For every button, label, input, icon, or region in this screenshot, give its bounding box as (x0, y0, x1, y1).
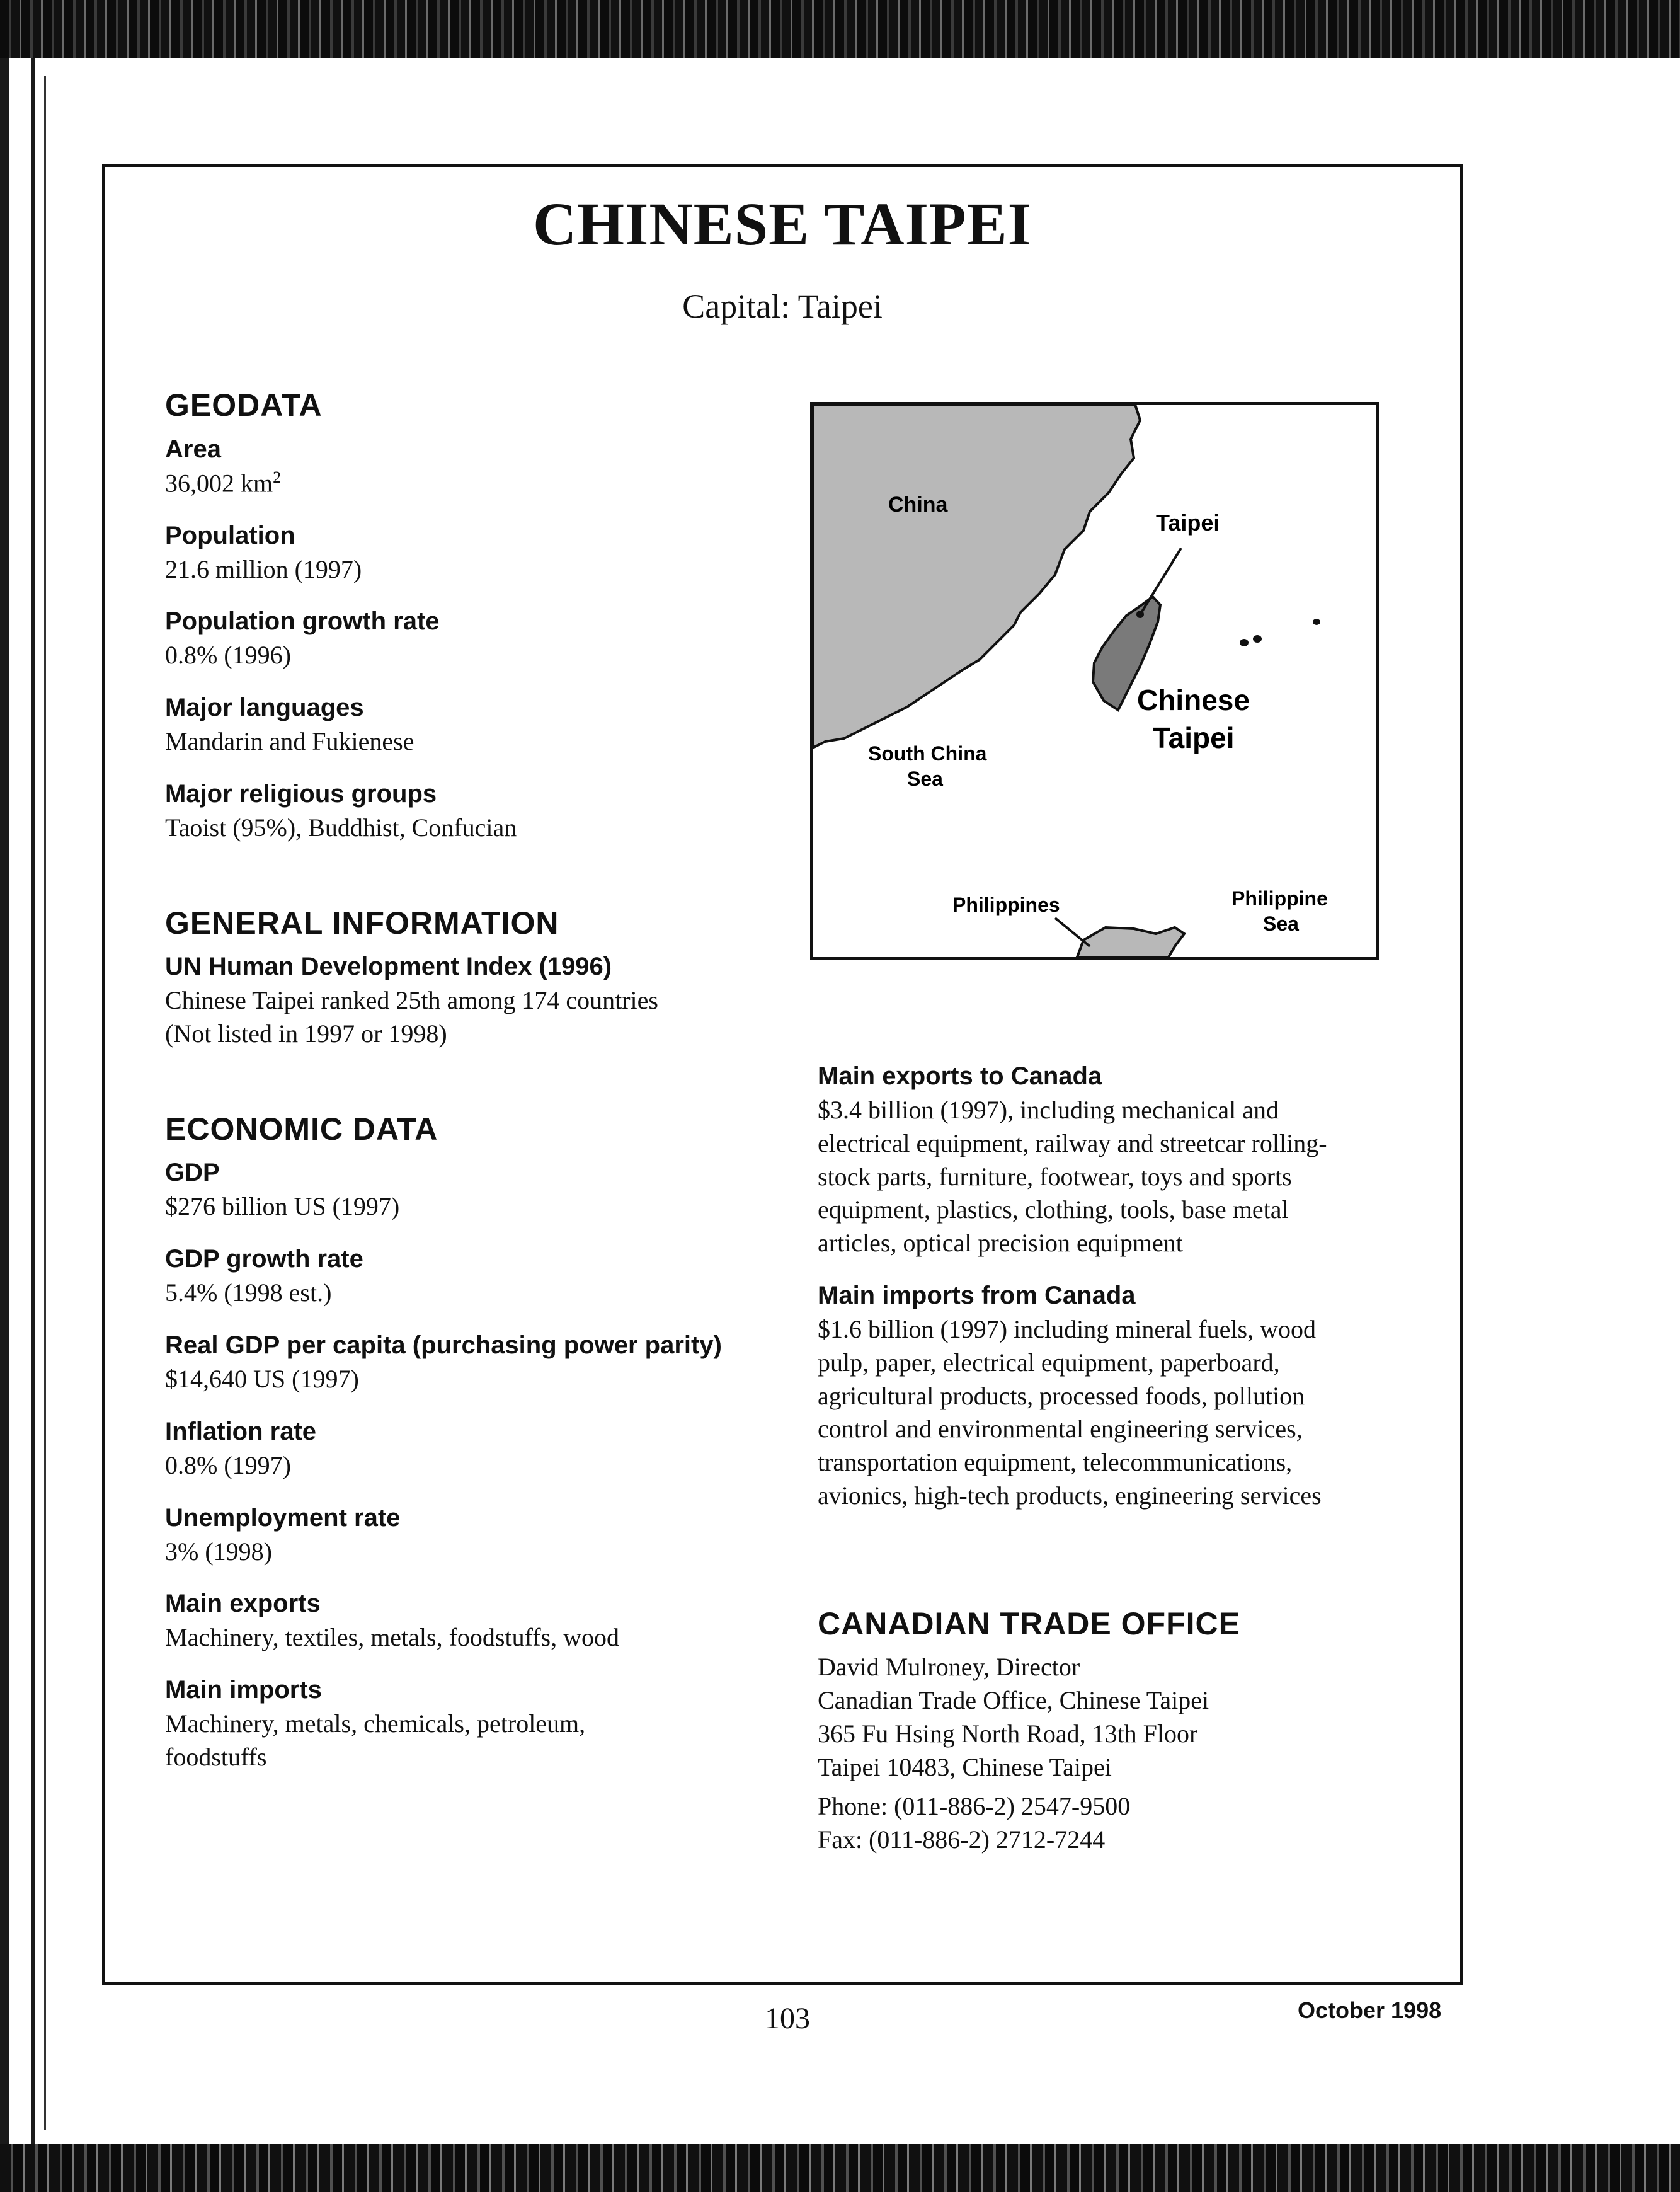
imports-line: control and environmental engineering services, (818, 1414, 1303, 1443)
section-gap (165, 1051, 795, 1111)
philippines-pointer (1055, 918, 1090, 946)
section-gap (165, 864, 795, 905)
hdi-line-2: (Not listed in 1997 or 1998) (165, 1019, 447, 1048)
address-line: Taipei 10483, Chinese Taipei (818, 1752, 1112, 1781)
gdp-value: $276 billion US (1997) (165, 1192, 400, 1221)
main-imports-label: Main imports (165, 1676, 322, 1704)
chinese-taipei-label-line2: Taipei (1153, 721, 1235, 754)
map-graphic (813, 405, 1376, 957)
area-label: Area (165, 435, 221, 463)
footer-date: October 1998 (1298, 1997, 1442, 2023)
unemployment-value: 3% (1998) (165, 1537, 272, 1566)
philippines-landmass (1077, 927, 1184, 957)
china-landmass (813, 405, 1140, 748)
religions-value: Taoist (95%), Buddhist, Confucian (165, 813, 517, 842)
economic-data-heading: ECONOMIC DATA (165, 1111, 438, 1147)
page-title: CHINESE TAIPEI (532, 190, 1032, 258)
ppp-value: $14,640 US (1997) (165, 1365, 359, 1393)
geodata-heading: GEODATA (165, 387, 323, 423)
region-map (810, 402, 1379, 960)
population-growth-label: Population growth rate (165, 607, 440, 636)
population-label: Population (165, 521, 295, 549)
area-value (165, 467, 795, 500)
gdp-label: GDP (165, 1159, 220, 1187)
scan-border-top (0, 0, 1680, 58)
area-number: 36,002 km (165, 468, 273, 497)
chinese-taipei-label-line1: Chinese (1137, 684, 1250, 716)
exports-line: equipment, plastics, clothing, tools, base metal (818, 1195, 1289, 1224)
hdi-value (165, 984, 795, 1051)
hdi-label: UN Human Development Index (1996) (165, 953, 612, 981)
imports-line: $1.6 billion (1997) including mineral fuels, wood (818, 1314, 1316, 1343)
area-unit-superscript: 2 (273, 468, 282, 486)
exports-line: $3.4 billion (1997), including mechanical and (818, 1096, 1279, 1124)
inflation-value: 0.8% (1997) (165, 1450, 291, 1479)
population-value: 21.6 million (1997) (165, 554, 362, 583)
section-gap (818, 1532, 1422, 1606)
exports-to-canada-label: Main exports to Canada (818, 1062, 1102, 1090)
page-number: 103 (765, 2002, 810, 2035)
small-island (1240, 639, 1249, 646)
gdp-growth-label: GDP growth rate (165, 1245, 363, 1273)
binding-line (31, 58, 35, 2144)
china-label: China (888, 493, 948, 517)
exports-to-canada-value (818, 1094, 1422, 1260)
exports-line: articles, optical precision equipment (818, 1229, 1183, 1258)
fax-number: Fax: (011-886-2) 2712-7244 (818, 1825, 1106, 1854)
address-line: Canadian Trade Office, Chinese Taipei (818, 1686, 1209, 1715)
capital-subtitle: Capital: Taipei (682, 287, 883, 325)
imports-line: pulp, paper, electrical equipment, paperboard, (818, 1348, 1280, 1377)
binding-edge (0, 58, 9, 2144)
scan-border-bottom (0, 2144, 1680, 2192)
imports-line: avionics, high-tech products, engineering services (818, 1481, 1322, 1510)
main-imports-line-2: foodstuffs (165, 1742, 267, 1771)
inflation-label: Inflation rate (165, 1417, 317, 1445)
population-growth-value: 0.8% (1996) (165, 641, 291, 670)
philippine-sea-label-line2: Sea (1263, 912, 1299, 935)
south-china-sea-label-line1: South China (868, 742, 987, 765)
address-line: 365 Fu Hsing North Road, 13th Floor (818, 1719, 1198, 1748)
exports-line: electrical equipment, railway and streetcar rolling- (818, 1128, 1327, 1157)
unemployment-label: Unemployment rate (165, 1503, 401, 1532)
left-column (165, 387, 795, 1793)
trade-office-heading: CANADIAN TRADE OFFICE (818, 1605, 1240, 1641)
address-line: David Mulroney, Director (818, 1653, 1080, 1682)
exports-line: stock parts, furniture, footwear, toys and sports (818, 1162, 1292, 1191)
main-imports-value (165, 1707, 795, 1774)
languages-label: Major languages (165, 694, 364, 722)
trade-office-address (818, 1651, 1422, 1784)
main-exports-value: Machinery, textiles, metals, foodstuffs, wood (165, 1623, 619, 1652)
trade-office-contact (818, 1790, 1422, 1857)
small-island (1313, 619, 1320, 625)
south-china-sea-label-line2: Sea (907, 767, 943, 790)
philippines-label: Philippines (952, 893, 1060, 916)
imports-line: transportation equipment, telecommunications, (818, 1448, 1293, 1477)
taipei-pointer (1141, 548, 1181, 612)
imports-from-canada-value (818, 1313, 1422, 1513)
taipei-marker (1136, 611, 1144, 618)
languages-value: Mandarin and Fukienese (165, 727, 414, 756)
philippine-sea-label-line1: Philippine (1231, 887, 1328, 910)
general-information-heading: GENERAL INFORMATION (165, 905, 559, 941)
right-column (818, 1060, 1422, 1876)
gdp-growth-value: 5.4% (1998 est.) (165, 1278, 332, 1307)
religions-label: Major religious groups (165, 780, 437, 808)
main-exports-label: Main exports (165, 1590, 321, 1618)
small-island (1253, 635, 1262, 643)
main-imports-line-1: Machinery, metals, chemicals, petroleum, (165, 1709, 586, 1738)
imports-from-canada-label: Main imports from Canada (818, 1281, 1136, 1309)
ppp-label: Real GDP per capita (purchasing power parity) (165, 1331, 722, 1359)
phone-number: Phone: (011-886-2) 2547-9500 (818, 1792, 1131, 1821)
binding-line-inner (44, 76, 46, 2130)
taipei-label: Taipei (1156, 510, 1220, 536)
imports-line: agricultural products, processed foods, pollution (818, 1381, 1305, 1410)
hdi-line-1: Chinese Taipei ranked 25th among 174 countries (165, 986, 658, 1015)
